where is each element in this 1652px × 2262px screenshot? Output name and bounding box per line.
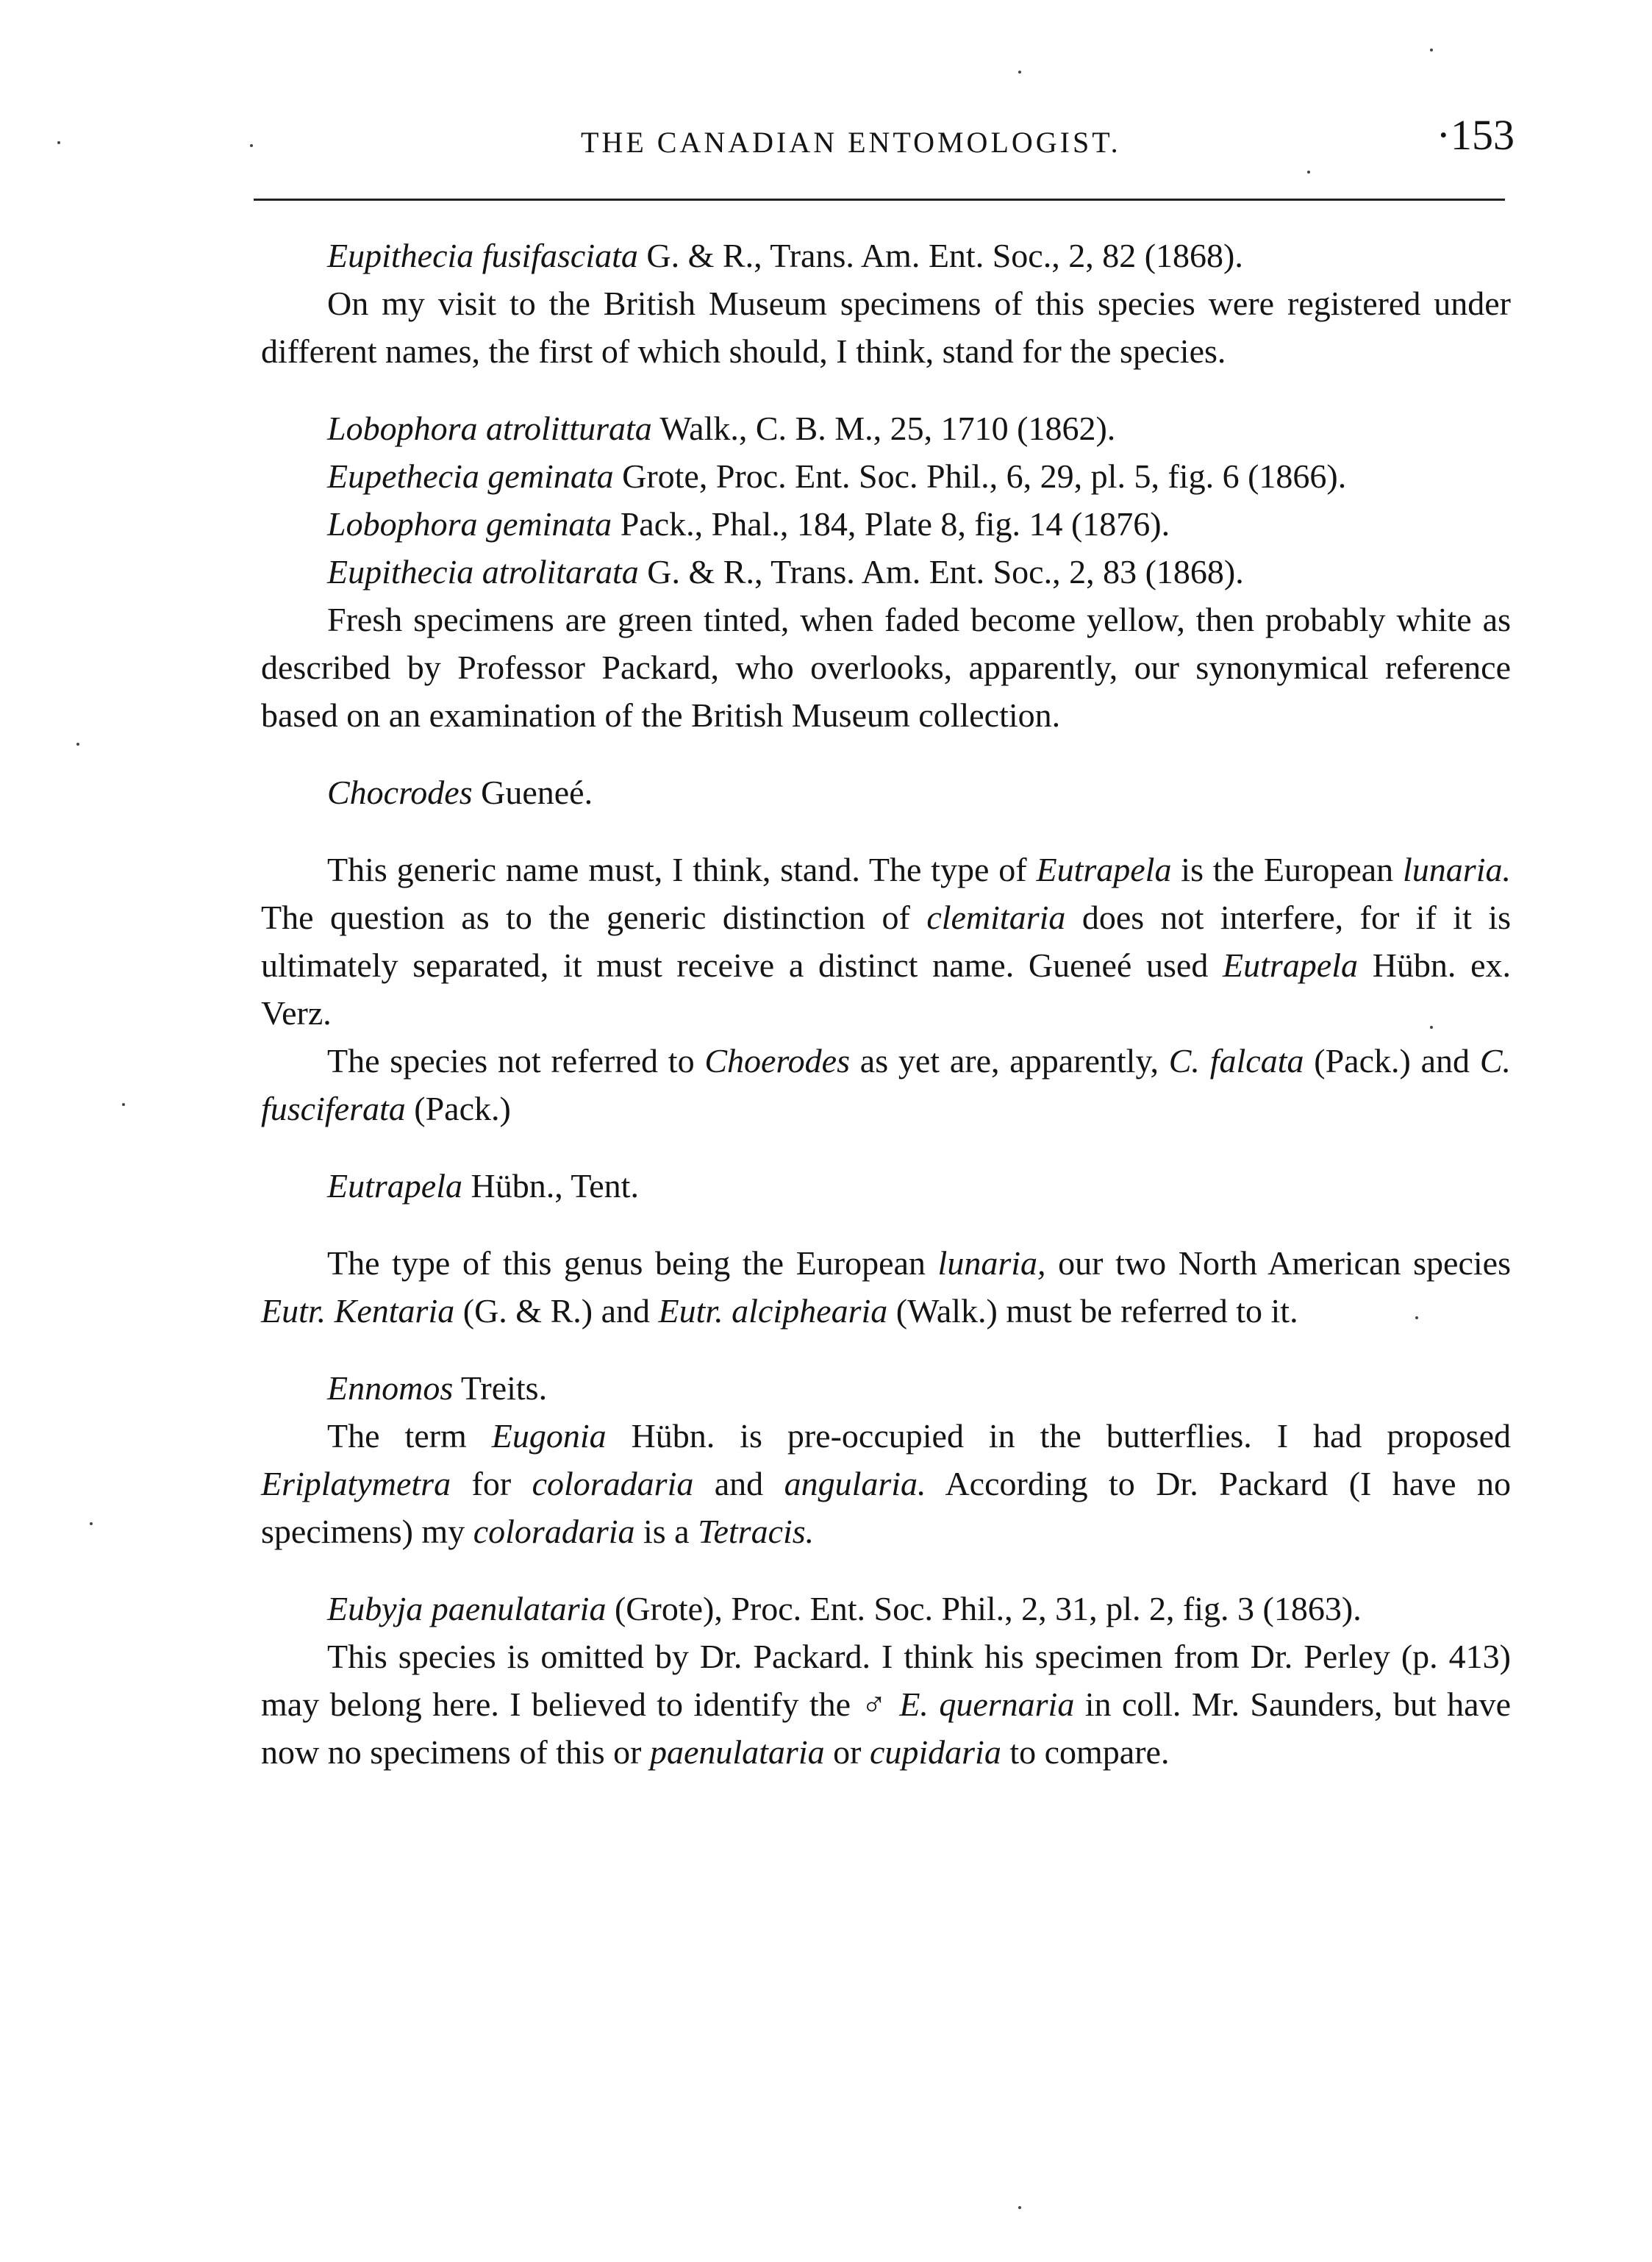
italic-run: coloradaria — [473, 1513, 635, 1550]
text-run: (Pack.) — [405, 1090, 511, 1127]
text-run: does not interfere, for if it is ultimately separated, it must receive a distinct name. Gueneé used — [261, 899, 1512, 984]
scan-speck — [1430, 49, 1433, 51]
italic-run: C. falcata — [1168, 1042, 1304, 1080]
text-run: (Walk.) must be referred to it. — [887, 1292, 1298, 1330]
header-rule — [254, 199, 1505, 201]
paragraph: Fresh specimens are green tinted, when faded become yellow, then probably white as described by Professor Packard, who overlooks, apparently, our synonymical reference based on an examination of the British Museum collection. — [261, 601, 1511, 734]
text-run: The term — [327, 1417, 492, 1455]
scan-speck — [90, 1522, 93, 1525]
paragraph — [261, 1633, 1511, 1776]
species-name: Eupethecia geminata — [327, 457, 614, 495]
paragraph: On my visit to the British Museum specimens of this species were registered under different names, the first of which should, I think, stand for the species. — [261, 285, 1511, 370]
text-run: Hübn. is pre-occupied in the butterflies. I had proposed — [606, 1417, 1511, 1455]
genus-heading — [261, 1364, 1511, 1412]
italic-run: Tetracis. — [698, 1513, 815, 1550]
page-number: ·153 — [1436, 111, 1515, 159]
genus-author: Hübn., Tent. — [462, 1167, 639, 1205]
species-name: Eupithecia atrolitarata — [327, 553, 639, 591]
scan-speck — [1430, 1026, 1433, 1029]
page-header — [250, 109, 1515, 168]
page-body — [261, 232, 1511, 1776]
paragraph — [261, 1037, 1511, 1132]
text-run: According to Dr. Packard (I have no specimens) my — [261, 1465, 1511, 1550]
text-run: Hübn. ex. Verz. — [261, 946, 1512, 1032]
text-run: The question as to the generic distinction of — [261, 899, 927, 936]
text-run: The type of this genus being the European — [327, 1244, 938, 1282]
text-run: and — [693, 1465, 784, 1502]
species-reference: Walk., C. B. M., 25, 1710 (1862). — [651, 410, 1116, 447]
scan-speck — [122, 1103, 125, 1106]
text-run: as yet are, apparently, — [850, 1042, 1169, 1080]
species-reference: (Grote), Proc. Ent. Soc. Phil., 2, 31, pl. 2, fig. 3 (1863). — [606, 1590, 1362, 1627]
text-run: The species not referred to — [327, 1042, 705, 1080]
text-run: or — [824, 1733, 870, 1771]
text-run: (Pack.) and — [1304, 1042, 1480, 1080]
italic-run: Eutrapela — [1223, 946, 1359, 984]
italic-run: Choerodes — [704, 1042, 850, 1080]
italic-run: Eutrapela — [1036, 851, 1172, 888]
scan-speck — [57, 141, 60, 144]
synonym-line — [261, 500, 1511, 548]
italic-run: C. fusciferata — [261, 1042, 1511, 1127]
italic-run: angularia. — [784, 1465, 926, 1502]
species-heading — [261, 232, 1511, 279]
italic-run: coloradaria — [532, 1465, 694, 1502]
italic-run: lunaria, — [937, 1244, 1046, 1282]
species-name: Eupithecia fusifasciata — [327, 237, 638, 274]
genus-author: Gueneé. — [472, 774, 593, 811]
species-heading — [261, 1585, 1511, 1633]
text-run: is the European — [1171, 851, 1404, 888]
italic-run: Eugonia — [491, 1417, 607, 1455]
species-reference: G. & R., Trans. Am. Ent. Soc., 2, 83 (1868). — [638, 553, 1244, 591]
text-run: in coll. Mr. Saunders, but have now no specimens of this or — [261, 1685, 1511, 1771]
species-heading — [261, 404, 1511, 452]
text-run: This generic name must, I think, stand. The type of — [327, 851, 1037, 888]
italic-run: lunaria. — [1403, 851, 1511, 888]
italic-run: Eriplatymetra — [261, 1465, 451, 1502]
running-title: THE CANADIAN ENTOMOLOGIST. — [581, 126, 1121, 159]
genus-name: Eutrapela — [327, 1167, 462, 1205]
paragraph — [261, 1239, 1511, 1335]
synonym-line — [261, 548, 1511, 596]
italic-run: Eutr. alciphearia — [658, 1292, 888, 1330]
scan-speck — [76, 743, 79, 746]
genus-author: Treits. — [453, 1369, 548, 1407]
species-reference: G. & R., Trans. Am. Ent. Soc., 2, 82 (1868). — [637, 237, 1243, 274]
scan-speck — [1018, 2206, 1021, 2209]
species-reference: Grote, Proc. Ent. Soc. Phil., 6, 29, pl. 5, fig. 6 (1866). — [613, 457, 1347, 495]
italic-run: E. quernaria — [899, 1685, 1075, 1723]
paragraph — [261, 1412, 1511, 1555]
italic-run: Eutr. Kentaria — [261, 1292, 455, 1330]
species-name: Lobophora atrolitturata — [327, 410, 652, 447]
species-name: Lobophora geminata — [327, 505, 612, 543]
scan-speck — [1307, 171, 1310, 174]
scan-speck — [1018, 71, 1021, 74]
text-run: (G. & R.) and — [454, 1292, 659, 1330]
species-reference: Pack., Phal., 184, Plate 8, fig. 14 (1876). — [612, 505, 1170, 543]
italic-run: clemitaria — [926, 899, 1066, 936]
text-run: our two North American species — [1045, 1244, 1511, 1282]
genus-name: Ennomos — [327, 1369, 454, 1407]
text-run: to compare. — [1001, 1733, 1170, 1771]
scan-speck — [250, 144, 253, 147]
text-run: This species is omitted by Dr. Packard. I think his specimen from Dr. Perley (p. 413) may belong here. I believed to identify the ♂ — [261, 1638, 1511, 1723]
genus-heading — [261, 1162, 1511, 1210]
text-run: is a — [634, 1513, 698, 1550]
italic-run: paenulataria — [649, 1733, 825, 1771]
scan-speck — [1415, 1316, 1418, 1319]
synonym-line — [261, 452, 1511, 500]
species-name: Eubyja paenulataria — [327, 1590, 607, 1627]
genus-heading — [261, 768, 1511, 816]
paragraph — [261, 846, 1511, 1037]
italic-run: cupidaria — [869, 1733, 1001, 1771]
text-run: for — [451, 1465, 532, 1502]
genus-name: Chocrodes — [327, 774, 473, 811]
